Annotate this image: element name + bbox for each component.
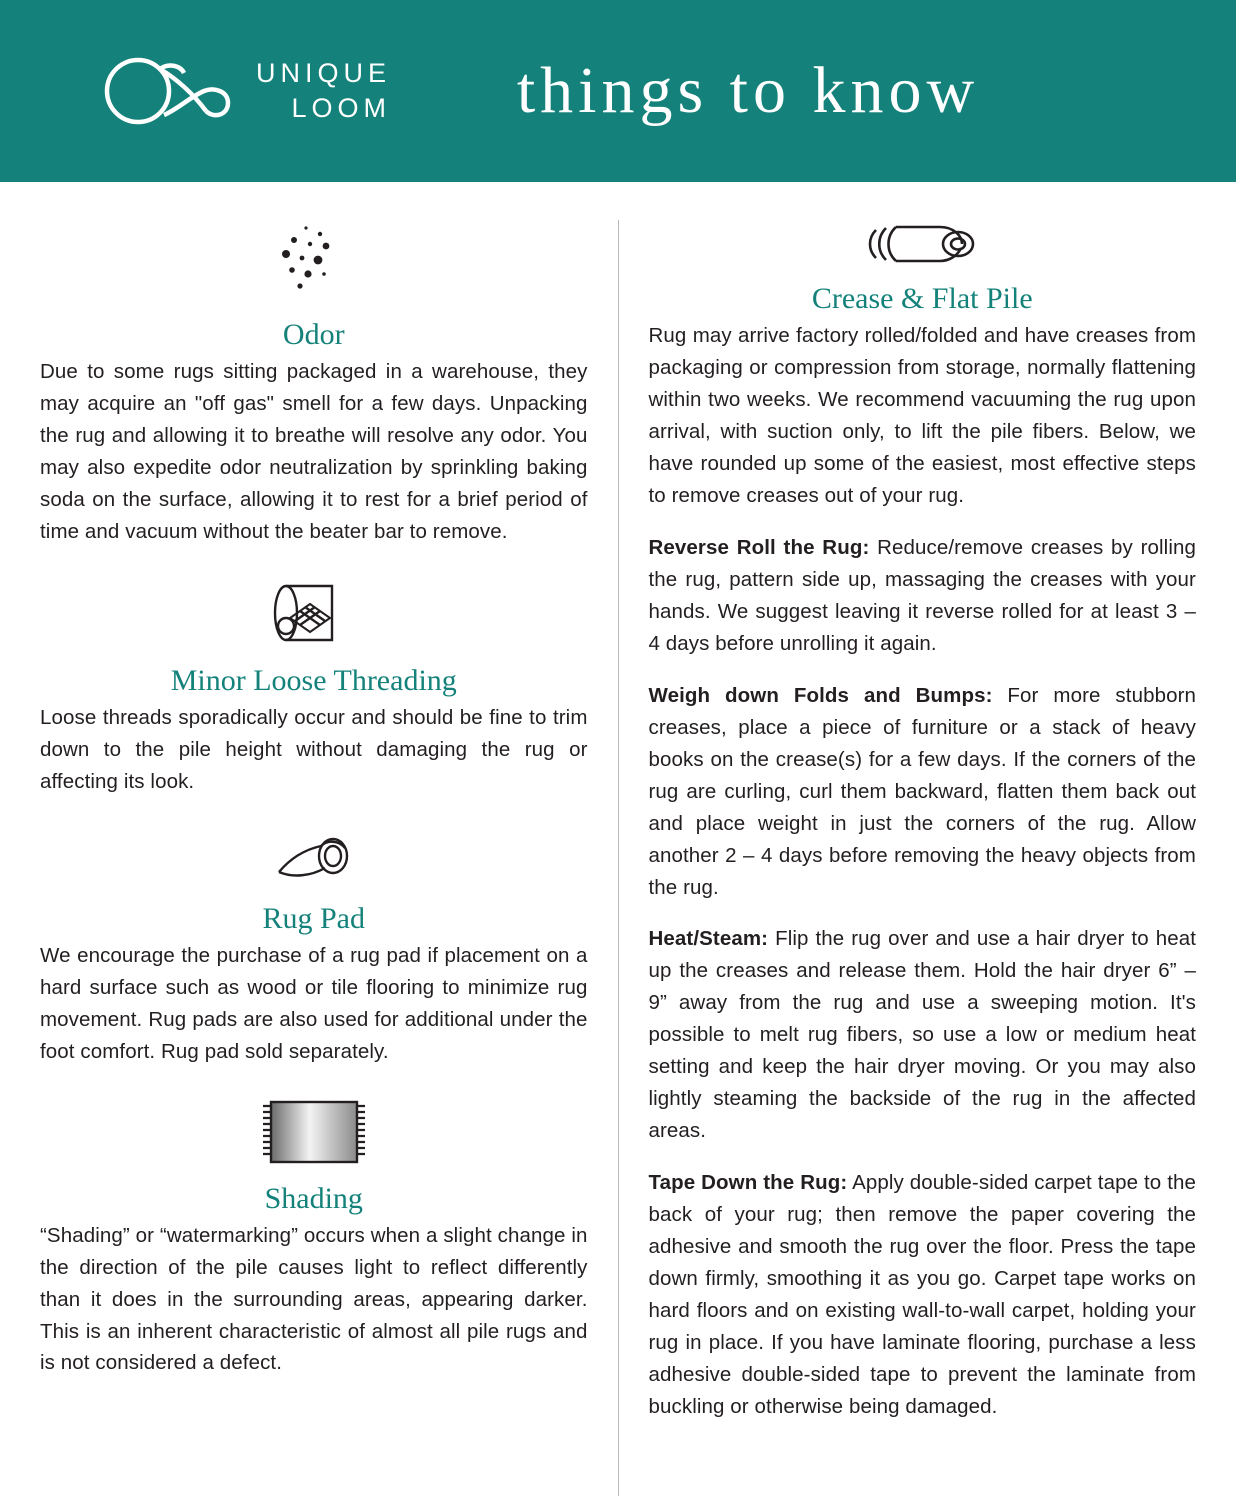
section-odor [40, 214, 588, 548]
brand-line-2: LOOM [291, 93, 392, 123]
section-title: Crease & Flat Pile [811, 282, 1033, 315]
tip-text: Apply double-sided carpet tape to the back of your rug; then remove the paper covering the adhesive and smooth the rug over the floor. Press the tape down firmly, smoothing it as you go. Carpet tape works on hard floors and on existing wall-to-wall carpet, holding your rug in place. If you have laminate flooring, purchase a less adhesive double-sided tape to prevent the laminate from buckling or otherwise being damaged. [648, 1171, 1196, 1419]
tip-lead: Weigh down Folds and Bumps: [648, 683, 993, 707]
section-rug-pad [40, 820, 588, 1068]
right-column [619, 200, 1201, 1500]
tip-text: Flip the rug over and use a hair dryer to heat up the creases and release them. Hold the hair dryer 6” – 9” away from the rug and use a sweeping motion. It's possible to melt rug fibers, so use a low or medium heat setting and keep the hair dryer moving. Or you may also lightly steaming the backside of the rug in the affected areas. [648, 927, 1196, 1143]
brand-line-1: UNIQUE [256, 58, 392, 89]
shaded-rug-icon [40, 1090, 588, 1174]
rug-pad-roll-icon [40, 820, 588, 894]
section-body: Due to some rugs sitting packaged in a warehouse, they may acquire an "off gas" smell for a few days. Unpacking the rug and allowing it to breathe will resolve any odor. You may also expedite odor neutralization by sprinkling baking soda on the surface, allowing it to rest for a brief period of time and vacuum without the beater bar to remove. [40, 360, 588, 543]
section-title: Rug Pad [262, 901, 365, 935]
tip-tape-down [649, 1167, 1197, 1423]
tip-text: For more stubborn creases, place a piece of furniture or a stack of heavy books on the crease(s) for a few days. If the corners of the rug are curling, curl them backward, flatten them back out and place weight in just the corners of the rug. Allow another 2 – 4 days before removing the heavy objects from the rug. [648, 683, 1196, 899]
crease-intro-text: Rug may arrive factory rolled/folded and have creases from packaging or compression from storage, normally flattening within two weeks. We recommend vacuuming the rug upon arrival, with suction only, to lift the pile fibers. Below, we have rounded up some of the easiest, most effective steps to remove creases out of your rug. [648, 324, 1196, 507]
tip-heat-steam [649, 923, 1197, 1147]
tip-lead: Reverse Roll the Rug: [648, 535, 870, 559]
tip-text: Reduce/remove creases by rolling the rug, pattern side up, massaging the creases with your hands. We suggest leaving it reverse rolled for at least 3 – 4 days before unrolling it again. [648, 535, 1196, 655]
tip-weigh-down [649, 680, 1197, 904]
section-shading [40, 1090, 588, 1380]
rolled-rug-icon [40, 570, 588, 656]
section-body: Loose threads sporadically occur and should be fine to trim down to the pile height without damaging the rug or affecting its look. [40, 705, 588, 793]
section-body: “Shading” or “watermarking” occurs when a slight change in the direction of the pile causes light to reflect differently than it does in the surrounding areas, appearing darker. This is an inherent characteristic of almost all pile rugs and is not considered a defect. [40, 1223, 588, 1375]
crease-flat-pile-icon [649, 214, 1197, 274]
odor-dots-icon [40, 214, 588, 310]
tip-reverse-roll [649, 532, 1197, 660]
section-minor-loose-threading [40, 570, 588, 798]
section-title: Odor [282, 318, 345, 351]
left-column [36, 200, 618, 1500]
section-body: We encourage the purchase of a rug pad if placement on a hard surface such as wood or tile flooring to minimize rug movement. Rug pads are also used for additional under the foot comfort. Rug pad sold separately. [40, 943, 588, 1063]
tip-lead: Heat/Steam: [648, 927, 769, 951]
page-header [0, 0, 1236, 182]
content-area [0, 182, 1236, 1500]
section-title: Shading [264, 1181, 363, 1215]
section-title: Minor Loose Threading [170, 663, 457, 697]
tip-lead: Tape Down the Rug: [648, 1171, 848, 1195]
page-title: things to know [516, 54, 980, 127]
